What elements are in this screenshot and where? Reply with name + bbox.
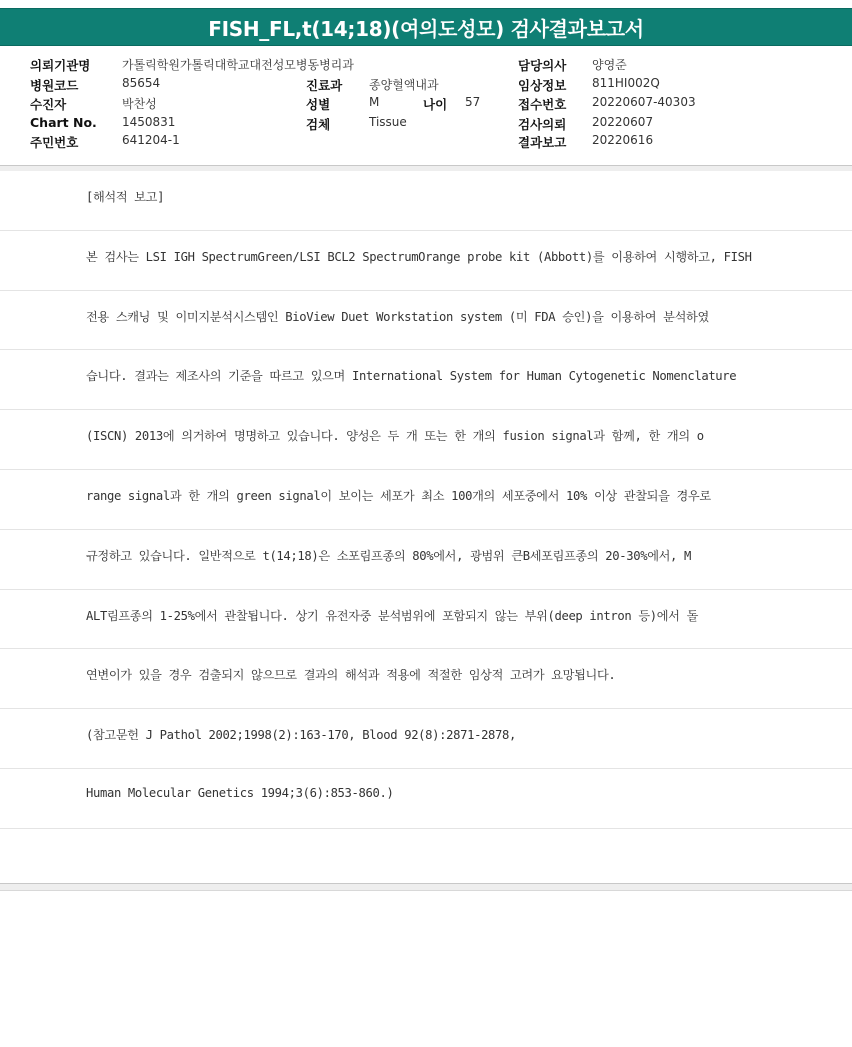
report-line-text: 규정하고 있습니다. 일반적으로 t(14;18)은 소포림프종의 80%에서, 광범위 큰B세포림프종의 20-30%에서, M bbox=[86, 548, 691, 563]
report-line-text: 습니다. 결과는 제조사의 기준을 따르고 있으며 International System for Human Cytogenetic Nomenclature bbox=[86, 369, 737, 384]
info-row-5 bbox=[0, 133, 852, 151]
chart-no-value: 1450831 bbox=[122, 115, 176, 129]
report-line bbox=[0, 470, 852, 530]
report-line bbox=[0, 590, 852, 650]
report-line-text: 전용 스캐닝 및 이미지분석시스템인 BioView Duet Workstation system (미 FDA 승인)을 이용하여 분석하였 bbox=[86, 309, 709, 324]
receipt-no-value: 20220607-40303 bbox=[592, 95, 696, 109]
report-line-text: range signal과 한 개의 green signal이 보이는 세포가 최소 100개의 세포중에서 10% 이상 관찰되을 경우로 bbox=[86, 488, 711, 503]
section-divider-bottom bbox=[0, 883, 852, 891]
department-label: 진료과 bbox=[306, 78, 343, 93]
attending-value: 양영준 bbox=[592, 58, 627, 72]
report-date-label: 결과보고 bbox=[518, 135, 567, 150]
recipient-value: 박찬성 bbox=[122, 97, 157, 111]
report-line bbox=[0, 291, 852, 351]
attending-label: 담당의사 bbox=[518, 58, 567, 73]
receipt-no-label: 접수번호 bbox=[518, 97, 567, 112]
report-line bbox=[0, 649, 852, 709]
report-line bbox=[0, 231, 852, 291]
hospital-code-label: 병원코드 bbox=[30, 78, 79, 93]
report-line bbox=[0, 171, 852, 231]
report-line-text: (ISCN) 2013에 의거하여 명명하고 있습니다. 양성은 두 개 또는 한 개의 fusion signal과 함께, 한 개의 o bbox=[86, 429, 704, 444]
request-date-value: 20220607 bbox=[592, 115, 654, 129]
report-line bbox=[0, 769, 852, 829]
report-date-value: 20220616 bbox=[592, 133, 654, 147]
patient-info-panel bbox=[0, 54, 852, 166]
report-line-text: [해석적 보고] bbox=[86, 190, 165, 204]
info-row-2 bbox=[0, 76, 852, 94]
institution-value: 가톨릭학원가톨릭대학교대전성모병동병리과 bbox=[122, 58, 354, 72]
specimen-value: Tissue bbox=[369, 115, 407, 129]
report-header-bar bbox=[0, 8, 852, 46]
report-line-text: (참고문헌 J Pathol 2002;1998(2):163-170, Blood 92(8):2871-2878, bbox=[86, 728, 517, 743]
report-line-text: ALT림프종의 1-25%에서 관찰됩니다. 상기 유전자중 분석범위에 포함되지 않는 부위(deep intron 등)에서 돌 bbox=[86, 608, 698, 623]
request-date-label: 검사의뢰 bbox=[518, 117, 567, 132]
age-label: 나이 bbox=[423, 97, 448, 112]
specimen-label: 검체 bbox=[306, 117, 331, 132]
resident-no-label: 주민번호 bbox=[30, 135, 79, 150]
resident-no-value: 641204-1 bbox=[122, 133, 180, 147]
report-line-text: 본 검사는 LSI IGH SpectrumGreen/LSI BCL2 SpectrumOrange probe kit (Abbott)를 이용하여 시행하고, FISH bbox=[86, 249, 752, 264]
clinical-info-value: 811HI002Q bbox=[592, 76, 660, 90]
hospital-code-value: 85654 bbox=[122, 76, 161, 90]
sex-label: 성별 bbox=[306, 97, 331, 112]
report-line bbox=[0, 350, 852, 410]
interpretive-report bbox=[0, 171, 852, 889]
sex-value: M bbox=[369, 95, 380, 109]
department-value: 종양혈액내과 bbox=[369, 78, 439, 92]
report-line bbox=[0, 530, 852, 590]
age-value: 57 bbox=[465, 95, 481, 109]
info-row-3 bbox=[0, 95, 852, 113]
report-line bbox=[0, 709, 852, 769]
report-line-text: Human Molecular Genetics 1994;3(6):853-860.) bbox=[86, 785, 394, 800]
clinical-info-label: 임상정보 bbox=[518, 78, 567, 93]
info-row-1 bbox=[0, 56, 852, 74]
chart-no-label: Chart No. bbox=[30, 115, 97, 130]
institution-label: 의뢰기관명 bbox=[30, 58, 91, 73]
report-line bbox=[0, 829, 852, 889]
info-row-4 bbox=[0, 115, 852, 133]
report-line bbox=[0, 410, 852, 470]
report-title: FISH_FL,t(14;18)(여의도성모) 검사결과보고서 bbox=[208, 16, 644, 41]
report-line-text: 연변이가 있을 경우 검출되지 않으므로 결과의 해석과 적용에 적절한 임상적 고려가 요망됩니다. bbox=[86, 668, 616, 683]
recipient-label: 수진자 bbox=[30, 97, 67, 112]
